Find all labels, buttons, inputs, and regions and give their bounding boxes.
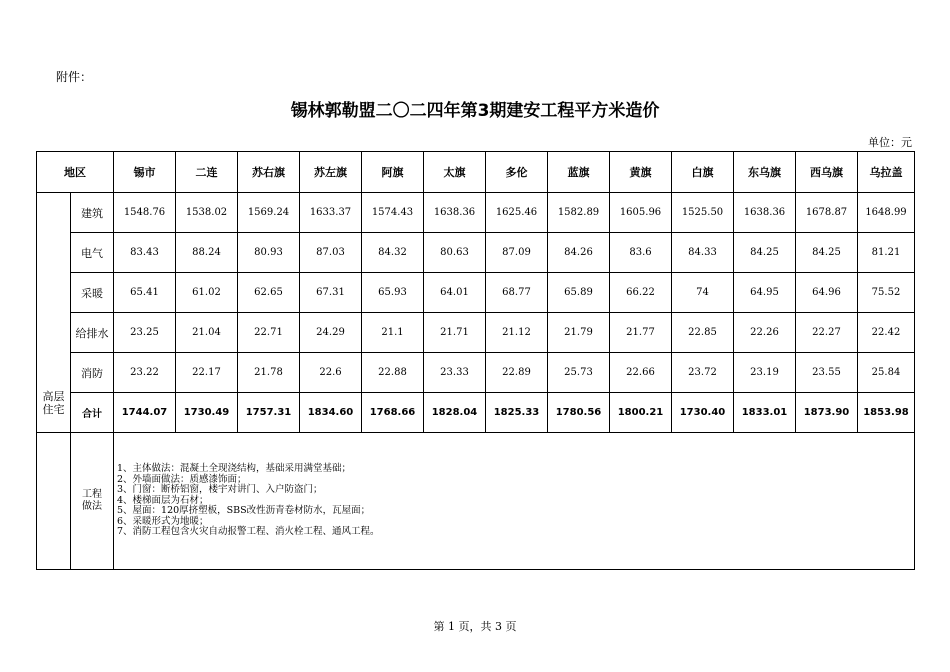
table-row (37, 273, 915, 313)
method-note-line: 1、主体做法：混凝土全现浇结构，基础采用满堂基础； (117, 463, 352, 475)
row-label: 建筑 (71, 193, 114, 233)
value-cell: 21.12 (486, 313, 548, 353)
unit-label: 单位：元 (868, 136, 912, 149)
value-cell: 75.52 (858, 273, 915, 313)
page-footer: 第 1 页，共 3 页 (433, 620, 517, 633)
total-value-cell: 1825.33 (486, 393, 548, 433)
value-cell: 67.31 (300, 273, 362, 313)
value-cell: 21.78 (238, 353, 300, 393)
total-value-cell: 1853.98 (858, 393, 915, 433)
method-note-line: 4、楼梯面层为石材； (117, 494, 209, 506)
total-value-cell: 1768.66 (362, 393, 424, 433)
value-cell: 1525.50 (672, 193, 734, 233)
value-cell: 87.03 (300, 233, 362, 273)
value-cell: 22.89 (486, 353, 548, 393)
column-header: 蓝旗 (548, 152, 610, 193)
method-label: 工程 做法 (82, 489, 102, 512)
cost-table (36, 151, 915, 570)
column-header: 二连 (176, 152, 238, 193)
value-cell: 80.63 (424, 233, 486, 273)
value-cell: 22.71 (238, 313, 300, 353)
category-cell (37, 193, 71, 433)
value-cell: 65.89 (548, 273, 610, 313)
value-cell: 88.24 (176, 233, 238, 273)
method-notes (114, 433, 915, 570)
value-cell: 1638.36 (424, 193, 486, 233)
column-header: 白旗 (672, 152, 734, 193)
value-cell: 22.27 (796, 313, 858, 353)
value-cell: 84.26 (548, 233, 610, 273)
value-cell: 84.25 (734, 233, 796, 273)
value-cell: 1638.36 (734, 193, 796, 233)
value-cell: 61.02 (176, 273, 238, 313)
value-cell: 65.93 (362, 273, 424, 313)
method-note-line: 2、外墙面做法：质感漆饰面； (117, 473, 247, 485)
table-row (37, 233, 915, 273)
value-cell: 21.77 (610, 313, 672, 353)
value-cell: 23.25 (114, 313, 176, 353)
total-value-cell: 1730.40 (672, 393, 734, 433)
method-note-line: 5、屋面：120厚挤塑板，SBS改性沥青卷材防水，瓦屋面； (117, 505, 371, 517)
column-header: 苏左旗 (300, 152, 362, 193)
column-header: 阿旗 (362, 152, 424, 193)
table-row (37, 193, 915, 233)
page-title: 锡林郭勒盟二〇二四年第3期建安工程平方米造价 (290, 101, 660, 121)
value-cell: 22.66 (610, 353, 672, 393)
value-cell: 1538.02 (176, 193, 238, 233)
method-note-line: 7、消防工程包含火灾自动报警工程、消火栓工程、通风工程。 (117, 526, 380, 538)
value-cell: 1678.87 (796, 193, 858, 233)
value-cell: 64.95 (734, 273, 796, 313)
value-cell: 87.09 (486, 233, 548, 273)
value-cell: 74 (672, 273, 734, 313)
method-label-cell (71, 433, 114, 570)
value-cell: 1548.76 (114, 193, 176, 233)
value-cell: 65.41 (114, 273, 176, 313)
total-value-cell: 1780.56 (548, 393, 610, 433)
total-row (37, 393, 915, 433)
row-label: 给排水 (71, 313, 114, 353)
method-row (37, 433, 915, 570)
value-cell: 22.26 (734, 313, 796, 353)
column-header: 西乌旗 (796, 152, 858, 193)
total-value-cell: 1730.49 (176, 393, 238, 433)
value-cell: 84.25 (796, 233, 858, 273)
value-cell: 25.84 (858, 353, 915, 393)
value-cell: 21.71 (424, 313, 486, 353)
value-cell: 23.22 (114, 353, 176, 393)
method-note-line: 6、采暖形式为地暖； (117, 515, 209, 527)
method-blank-cell (37, 433, 71, 570)
value-cell: 80.93 (238, 233, 300, 273)
value-cell: 22.42 (858, 313, 915, 353)
column-header: 太旗 (424, 152, 486, 193)
value-cell: 1648.99 (858, 193, 915, 233)
value-cell: 23.33 (424, 353, 486, 393)
row-label: 电气 (71, 233, 114, 273)
value-cell: 25.73 (548, 353, 610, 393)
value-cell: 1569.24 (238, 193, 300, 233)
value-cell: 68.77 (486, 273, 548, 313)
value-cell: 21.79 (548, 313, 610, 353)
value-cell: 62.65 (238, 273, 300, 313)
value-cell: 64.01 (424, 273, 486, 313)
total-value-cell: 1757.31 (238, 393, 300, 433)
value-cell: 23.55 (796, 353, 858, 393)
value-cell: 23.19 (734, 353, 796, 393)
value-cell: 84.33 (672, 233, 734, 273)
value-cell: 22.85 (672, 313, 734, 353)
value-cell: 83.6 (610, 233, 672, 273)
total-label: 合计 (71, 393, 114, 433)
column-header: 锡市 (114, 152, 176, 193)
value-cell: 83.43 (114, 233, 176, 273)
total-value-cell: 1833.01 (734, 393, 796, 433)
value-cell: 1633.37 (300, 193, 362, 233)
value-cell: 1605.96 (610, 193, 672, 233)
column-header: 乌拉盖 (858, 152, 915, 193)
column-header: 苏右旗 (238, 152, 300, 193)
value-cell: 24.29 (300, 313, 362, 353)
table-row (37, 353, 915, 393)
method-note-line: 3、门窗：断桥铝窗，楼宇对讲门、入户防盗门； (117, 484, 323, 496)
value-cell: 64.96 (796, 273, 858, 313)
total-value-cell: 1744.07 (114, 393, 176, 433)
attachment-label: 附件： (56, 70, 93, 84)
region-header: 地区 (37, 152, 114, 193)
table-row (37, 313, 915, 353)
column-header: 黄旗 (610, 152, 672, 193)
value-cell: 84.32 (362, 233, 424, 273)
value-cell: 1574.43 (362, 193, 424, 233)
value-cell: 21.1 (362, 313, 424, 353)
total-value-cell: 1800.21 (610, 393, 672, 433)
value-cell: 1582.89 (548, 193, 610, 233)
value-cell: 81.21 (858, 233, 915, 273)
value-cell: 1625.46 (486, 193, 548, 233)
total-value-cell: 1828.04 (424, 393, 486, 433)
column-header: 多伦 (486, 152, 548, 193)
category-label: 高层 住宅 (42, 390, 65, 416)
value-cell: 22.88 (362, 353, 424, 393)
value-cell: 21.04 (176, 313, 238, 353)
value-cell: 22.17 (176, 353, 238, 393)
total-value-cell: 1834.60 (300, 393, 362, 433)
header-row (37, 152, 915, 193)
row-label: 消防 (71, 353, 114, 393)
value-cell: 22.6 (300, 353, 362, 393)
row-label: 采暖 (71, 273, 114, 313)
total-value-cell: 1873.90 (796, 393, 858, 433)
column-header: 东乌旗 (734, 152, 796, 193)
value-cell: 23.72 (672, 353, 734, 393)
value-cell: 66.22 (610, 273, 672, 313)
